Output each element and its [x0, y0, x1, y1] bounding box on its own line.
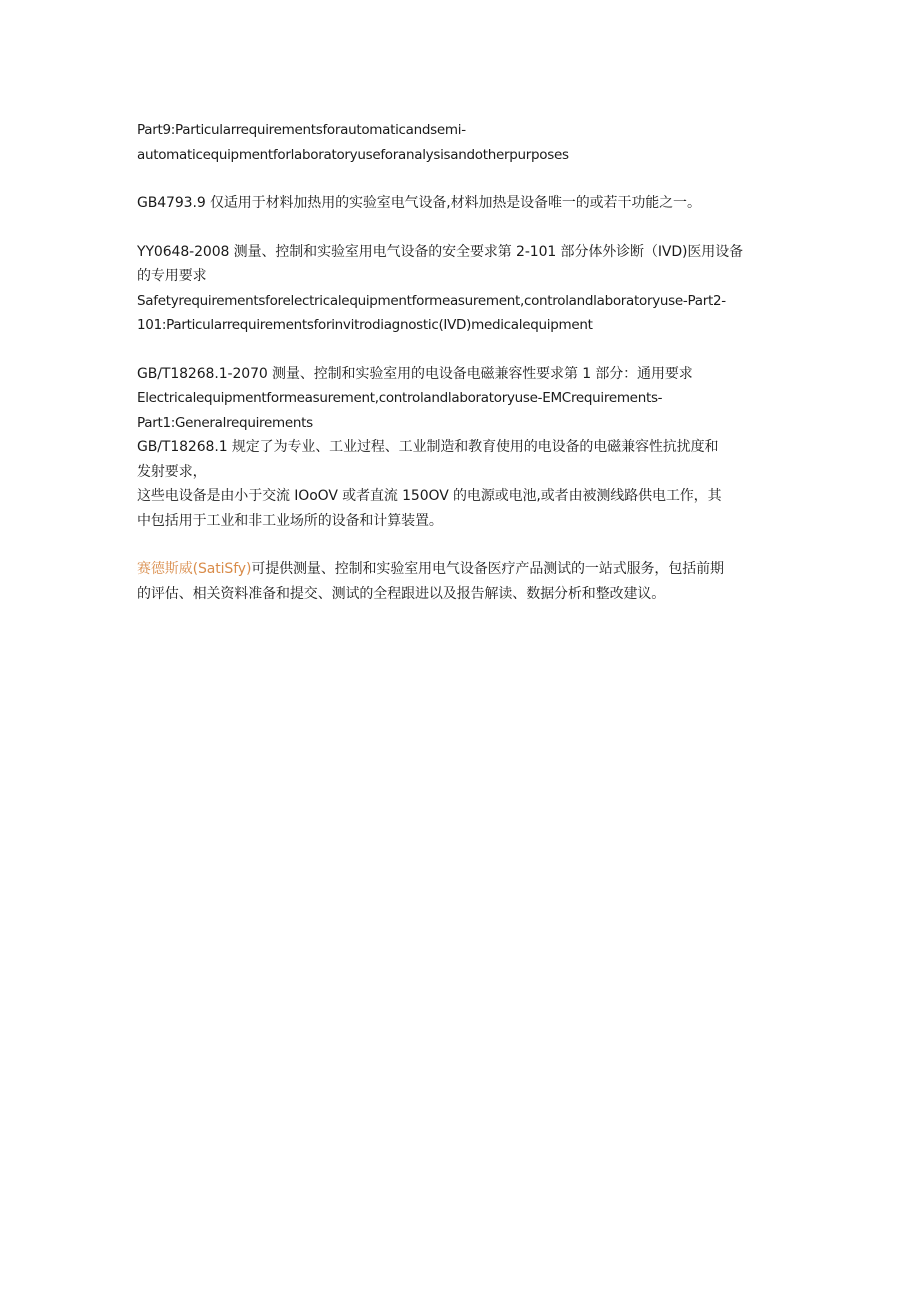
brand-name: 赛德斯威(SatiSfy): [137, 561, 252, 577]
text-line: 101:Particularrequirementsforinvitrodiagnostic(IVD)medicalequipment: [137, 317, 593, 333]
text-line: Part9:Particularrequirementsforautomaticandsemi-: [137, 122, 466, 138]
text-line: GB4793.9 仅适用于材料加热用的实验室电气设备,材料加热是设备唯一的或若干功能之一。: [137, 195, 701, 211]
text-line: 发射要求，: [137, 463, 207, 480]
text-line: 这些电设备是由小于交流 IOoOV 或者直流 150OV 的电源或电池,或者由被测线路供电工作，其: [137, 488, 722, 504]
text-line: YY0648-2008 测量、控制和实验室用电气设备的安全要求第 2-101 部分体外诊断（IVD)医用设备: [137, 243, 743, 260]
text-line: Part1:Generalrequirements: [137, 414, 313, 431]
paragraph-gb4793: [137, 191, 787, 216]
paragraph-spacer: [137, 338, 787, 362]
text-line: 中包括用于工业和非工业场所的设备和计算装置。: [137, 512, 443, 529]
text-line: GB/T18268.1-2070 测量、控制和实验室用的电设备电磁兼容性要求第 1 部分：通用要求: [137, 365, 693, 382]
text-segment: 可提供测量、控制和实验室用电气设备医疗产品测试的一站式服务，包括前期: [251, 561, 724, 577]
text-line: Safetyrequirementsforelectricalequipmentformeasurement,controlandlaboratoryuse-Part2-: [137, 292, 726, 309]
text-line: 的专用要求: [137, 268, 207, 284]
text-line: 的评估、相关资料准备和提交、测试的全程跟进以及报告解读、数据分析和整改建议。: [137, 585, 666, 602]
text-line: [137, 557, 787, 582]
paragraph-satisfy-service: [137, 557, 787, 606]
text-line: GB/T18268.1 规定了为专业、工业过程、工业制造和教育使用的电设备的电磁兼容性抗扰度和: [137, 439, 719, 455]
text-line: automaticequipmentforlaboratoryuseforanalysisandotherpurposes: [137, 146, 569, 163]
paragraph-part9-title: [137, 118, 787, 167]
paragraph-spacer: [137, 216, 787, 240]
paragraph-spacer: [137, 167, 787, 191]
paragraph-spacer: [137, 533, 787, 557]
text-line: Electricalequipmentformeasurement,controlandlaboratoryuse-EMCrequirements-: [137, 390, 663, 406]
document-body: [137, 118, 787, 606]
paragraph-gbt18268: [137, 362, 787, 534]
paragraph-yy0648: [137, 240, 787, 338]
